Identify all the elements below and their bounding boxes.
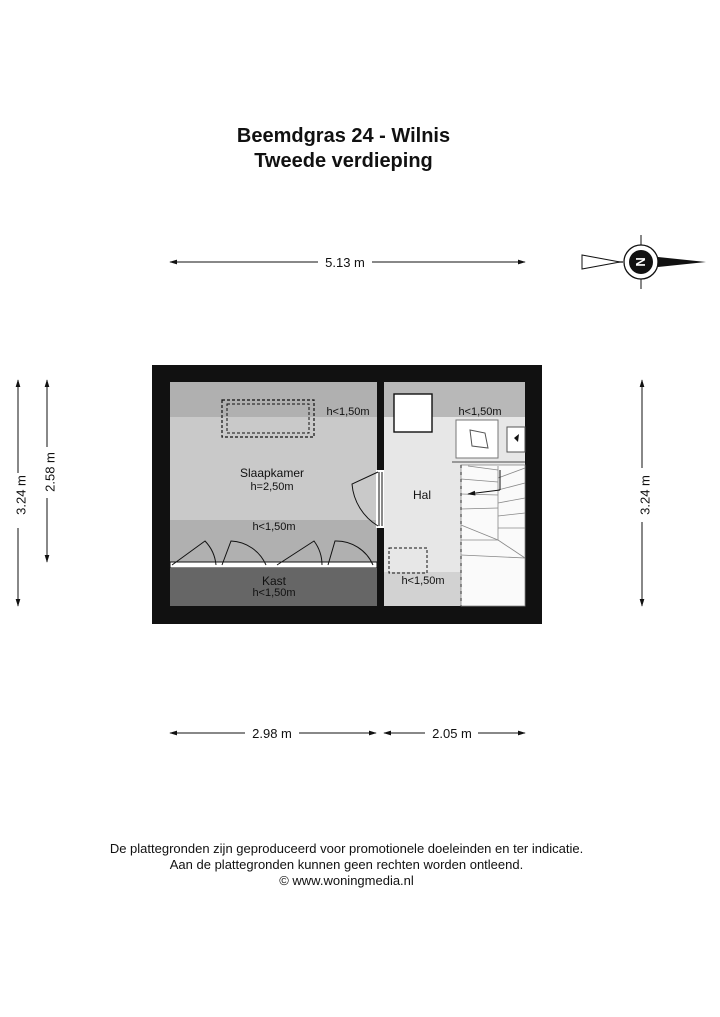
dimension-width-hal <box>384 726 525 741</box>
appliance-icon <box>456 420 498 458</box>
room-kast <box>170 568 377 606</box>
hal-name: Hal <box>412 488 432 502</box>
disclaimer-line-1: De plattegronden zijn geproduceerd voor promotionele doeleinden en ter indicatie. <box>109 841 584 856</box>
page-title: Beemdgras 24 - Wilnis <box>236 125 451 147</box>
disclaimer-line-2: Aan de plattegronden kunnen geen rechten worden ontleend. <box>169 857 524 872</box>
hal-low-top: h<1,50m <box>458 406 502 418</box>
kast-name: Kast <box>261 574 287 588</box>
dimension-total-width <box>170 255 525 270</box>
room-slaapkamer <box>170 382 377 564</box>
floor-title: Tweede verdieping <box>254 150 433 172</box>
hal-low-bottom: h<1,50m <box>401 575 445 587</box>
depth-left-inner-label: 2.58 m <box>42 452 58 492</box>
slaapkamer-height: h=2,50m <box>250 481 294 493</box>
dimension-depth-left-inner <box>42 380 57 562</box>
dimension-width-slaapkamer <box>170 726 376 741</box>
width-slaapkamer-label: 2.98 m <box>252 726 292 741</box>
dimension-depth-left-outer <box>13 380 28 606</box>
slaapkamer-name: Slaapkamer <box>239 466 305 480</box>
slaapkamer-low-bottom: h<1,50m <box>252 521 296 533</box>
boiler-icon <box>394 394 432 432</box>
width-hal-label: 2.05 m <box>432 726 472 741</box>
depth-left-outer-label: 3.24 m <box>13 475 29 515</box>
compass-icon <box>582 235 706 289</box>
depth-right-label: 3.24 m <box>637 475 653 515</box>
copyright-link[interactable]: © www.woningmedia.nl <box>279 873 414 888</box>
slaapkamer-low-top: h<1,50m <box>326 406 370 418</box>
dimension-depth-right <box>637 380 652 606</box>
total-width-label: 5.13 m <box>325 255 365 270</box>
compass-n-label: N <box>633 257 648 267</box>
stairs-icon <box>461 465 525 606</box>
room-hal <box>384 382 525 606</box>
kast-height: h<1,50m <box>252 587 296 599</box>
